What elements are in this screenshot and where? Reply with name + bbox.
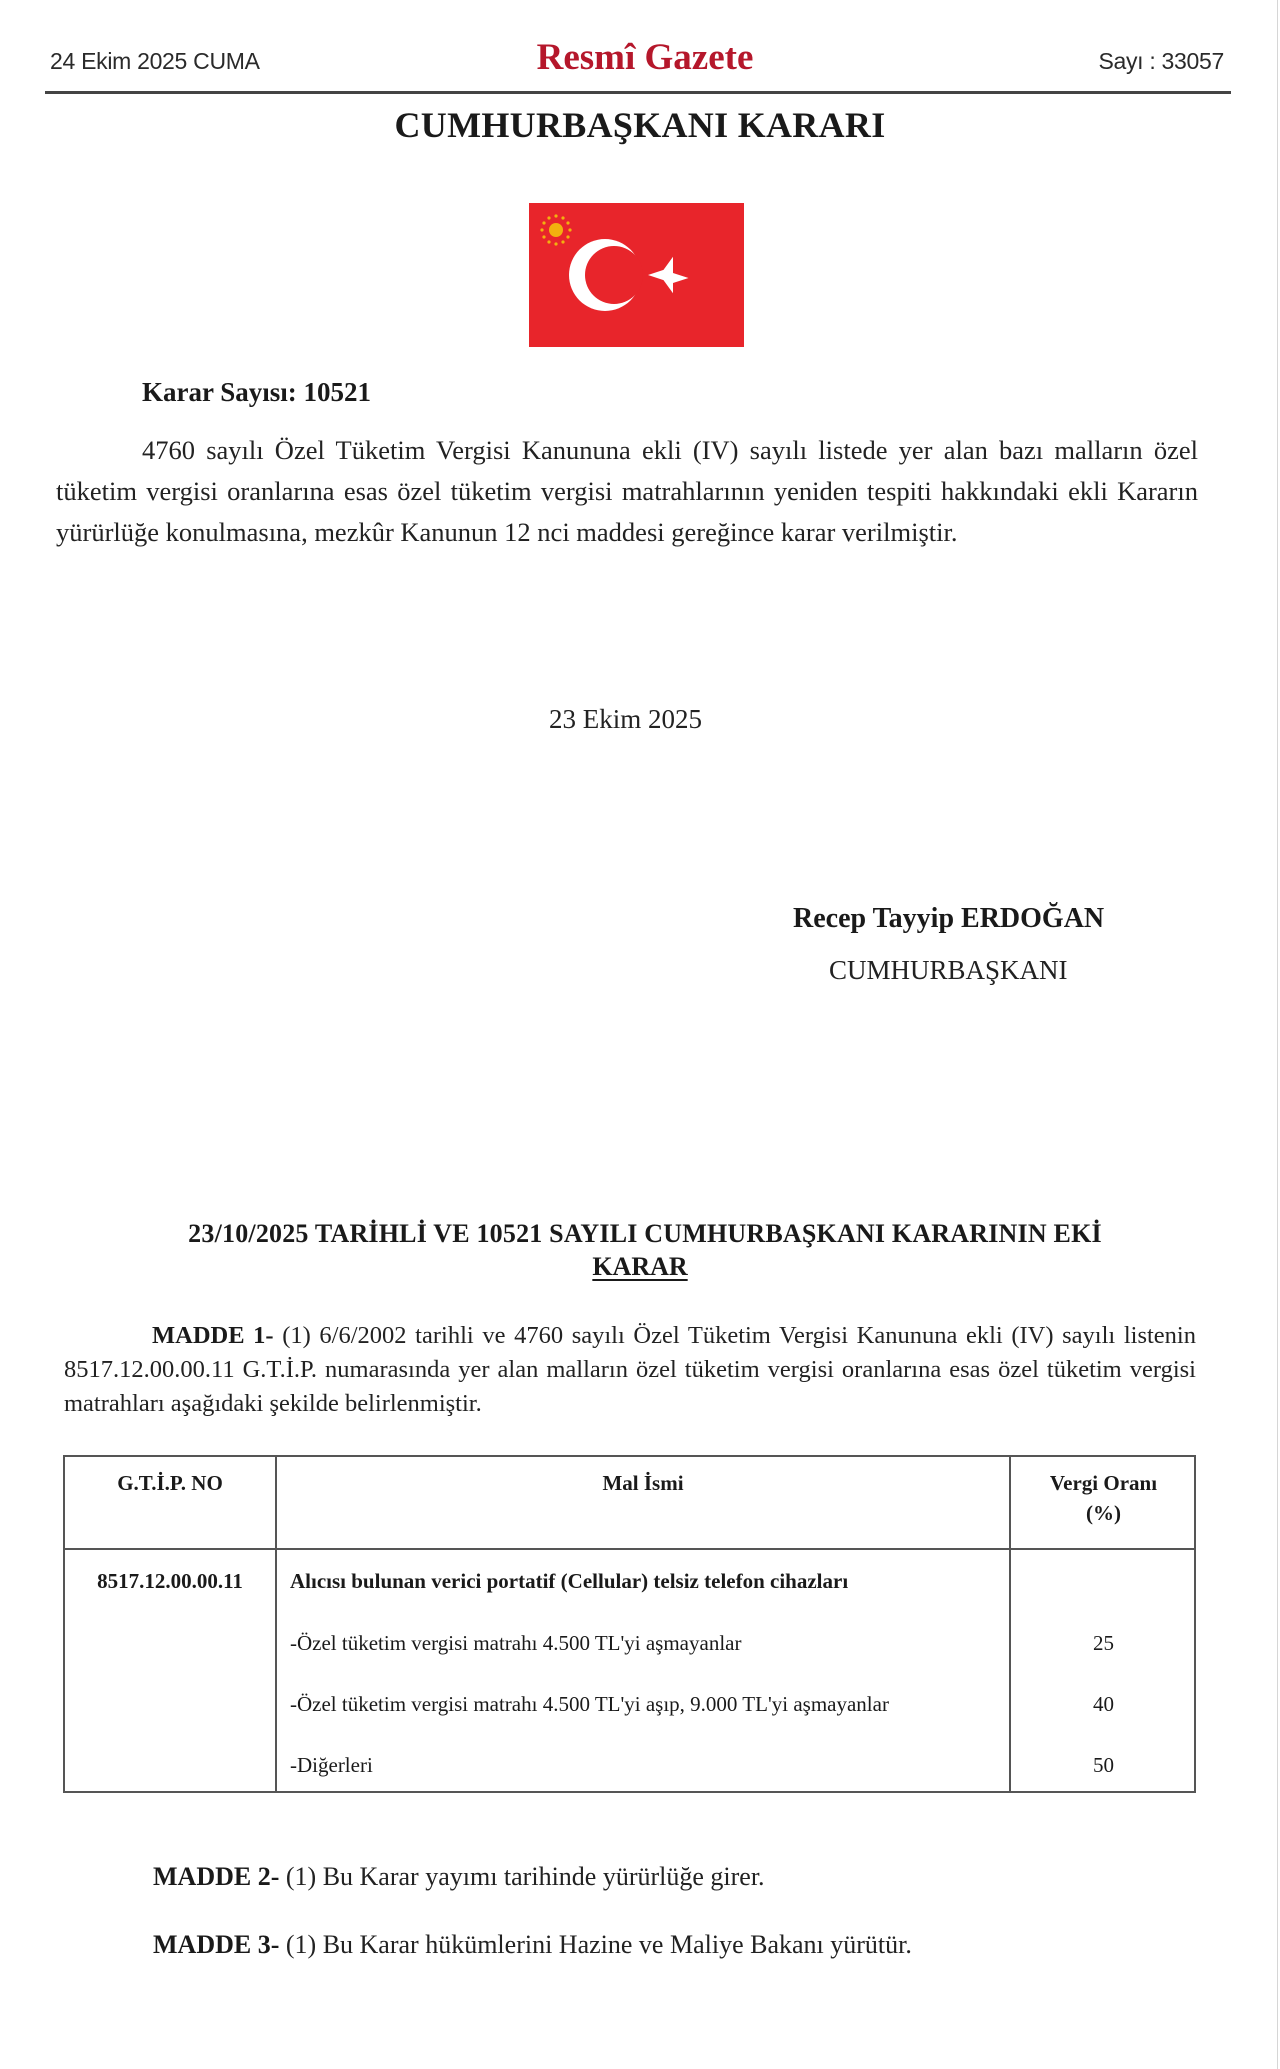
preamble-paragraph: [56, 430, 1198, 553]
signatory-title: CUMHURBAŞKANI: [829, 955, 1068, 985]
document-title: CUMHURBAŞKANI KARARI: [394, 105, 886, 145]
table-row-rate: 40: [1093, 1692, 1114, 1716]
article-3-label: MADDE 3-: [153, 1930, 280, 1959]
decision-number: Karar Sayısı: 10521: [142, 377, 371, 407]
article-3-text: (1) Bu Karar hükümlerini Hazine ve Maliye Bakanı yürütür.: [285, 1930, 912, 1959]
signatory-name: Recep Tayyip ERDOĞAN: [793, 903, 1105, 934]
page-edge: [1277, 0, 1278, 2069]
article-1-text: (1) 6/6/2002 tarihli ve 4760 sayılı Özel Tüketim Vergisi Kanununa ekli (IV) sayılı listenin 8517.12.00.00.11 G.T.İ.P. numarasında yer alan malların özel tüketim vergisi oranlarına esas özel tüketim vergisi matrahları aşağıdaki şekilde belirlenmiştir.: [64, 1322, 1196, 1417]
article-1-label: MADDE 1-: [152, 1322, 274, 1349]
table-row-rate: 50: [1093, 1753, 1114, 1777]
turkish-flag-icon: [529, 203, 744, 347]
table-row-rate: 25: [1093, 1631, 1114, 1655]
table-row-description: -Özel tüketim vergisi matrahı 4.500 TL'yi aşmayanlar: [290, 1631, 742, 1655]
header-rate: Vergi Oranı: [1049, 1471, 1158, 1495]
gazette-issue-number: Sayı : 33057: [1098, 48, 1224, 74]
gtip-code: 8517.12.00.00.11: [97, 1569, 243, 1593]
header-row-divider: [65, 1548, 1194, 1550]
header-gtip: G.T.İ.P. NO: [117, 1471, 223, 1495]
product-name: Alıcısı bulunan verici portatif (Cellular) telsiz telefon cihazları: [290, 1569, 849, 1593]
article-1: [64, 1319, 1196, 1421]
header-divider: [45, 91, 1231, 94]
article-2-text: (1) Bu Karar yayımı tarihinde yürürlüğe girer.: [285, 1862, 765, 1891]
table-row-description: -Özel tüketim vergisi matrahı 4.500 TL'yi aşıp, 9.000 TL'yi aşmayanlar: [290, 1692, 889, 1716]
tax-rate-table: [63, 1455, 1196, 1793]
annex-subtitle: KARAR: [592, 1252, 688, 1281]
annex-title: 23/10/2025 TARİHLİ VE 10521 SAYILI CUMHURBAŞKANI KARARININ EKİ: [188, 1219, 1102, 1248]
table-row-description: -Diğerleri: [290, 1753, 373, 1777]
column-divider: [275, 1457, 277, 1791]
article-2: [153, 1862, 765, 1892]
signing-date: 23 Ekim 2025: [549, 704, 702, 734]
article-3: [153, 1930, 912, 1960]
header-product: Mal İsmi: [602, 1471, 684, 1495]
gazette-date: 24 Ekim 2025 CUMA: [50, 48, 260, 74]
header-rate-unit: (%): [1086, 1501, 1121, 1525]
preamble-text: 4760 sayılı Özel Tüketim Vergisi Kanununa ekli (IV) sayılı listede yer alan bazı malların özel tüketim vergisi oranlarına esas özel tüketim vergisi matrahlarının yeniden tespiti hakkındaki ekli Kararın yürürlüğe konulmasına, mezkûr Kanunun 12 nci maddesi gereğince karar verilmiştir.: [56, 435, 1198, 547]
article-2-label: MADDE 2-: [153, 1862, 280, 1891]
gazette-name: Resmî Gazete: [536, 37, 754, 78]
